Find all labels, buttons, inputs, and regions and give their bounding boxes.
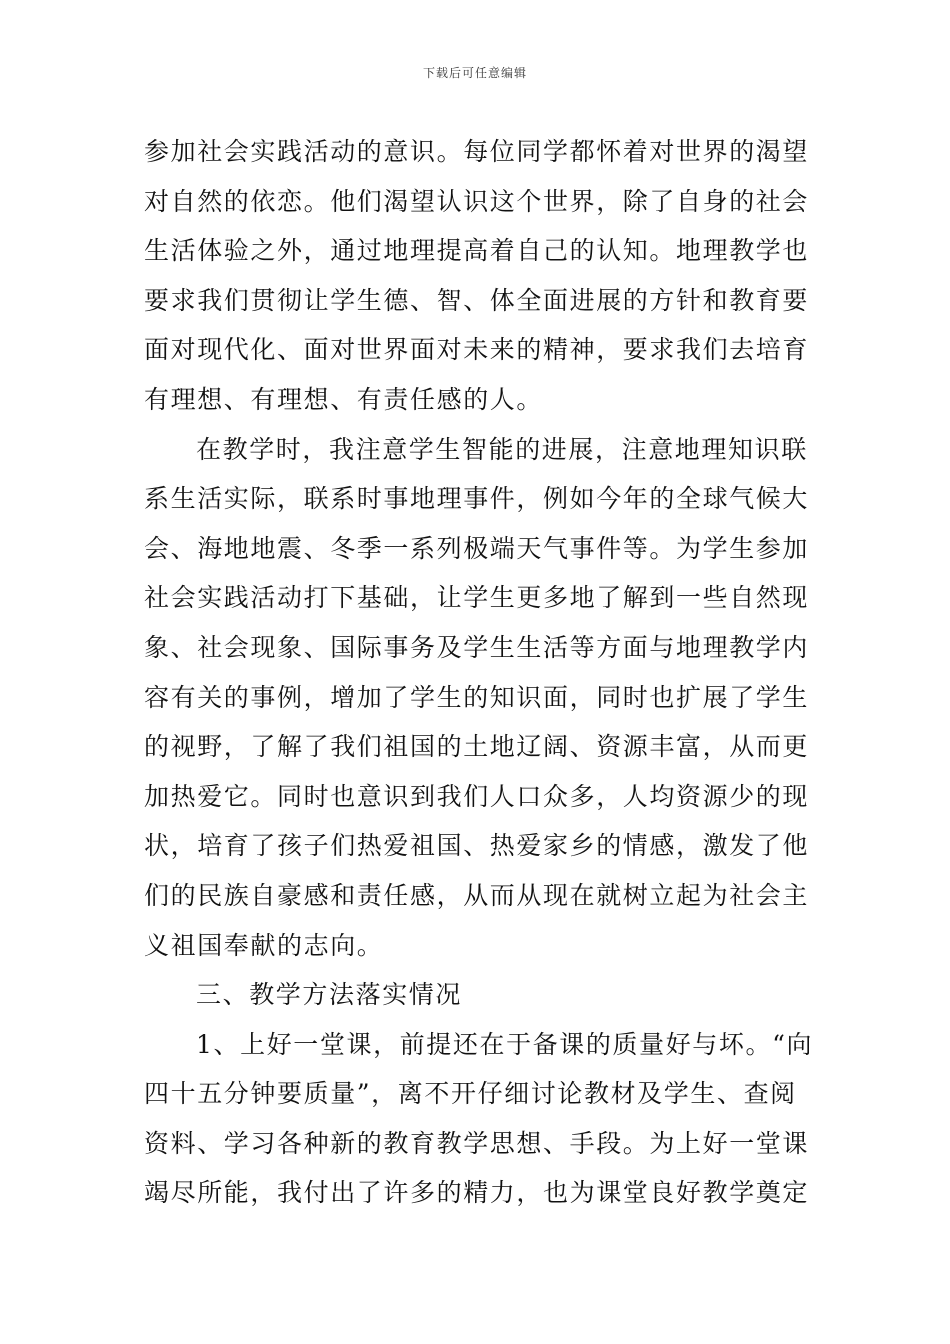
text-line: 四十五分钟要质量”，离不开仔细讨论教材及学生、查阅 bbox=[144, 1079, 797, 1109]
text-line: 系生活实际，联系时事地理事件，例如今年的全球气候大 bbox=[144, 484, 810, 514]
section-heading: 三、教学方法落实情况 bbox=[196, 980, 463, 1010]
text-line: 面对现代化、面对世界面对未来的精神，要求我们去培育 bbox=[144, 335, 810, 365]
text-line: 参加社会实践活动的意识。每位同学都怀着对世界的渴望 bbox=[144, 137, 810, 166]
paragraph-start-line: 在教学时，我注意学生智能的进展，注意地理知识联 bbox=[196, 434, 808, 464]
text-line: 加热爱它。同时也意识到我们人口众多，人均资源少的现 bbox=[144, 781, 810, 811]
text-line: 象、社会现象、国际事务及学生生活等方面与地理教学内 bbox=[144, 632, 810, 662]
document-body bbox=[144, 127, 814, 1218]
text-line: 容有关的事例，增加了学生的知识面，同时也扩展了学生 bbox=[144, 682, 810, 712]
text-line: 的视野，了解了我们祖国的土地辽阔、资源丰富，从而更 bbox=[144, 732, 810, 762]
text-line: 社会实践活动打下基础，让学生更多地了解到一些自然现 bbox=[144, 583, 810, 613]
page-header: 下载后可任意编辑 bbox=[422, 66, 527, 80]
text-line: 要求我们贯彻让学生德、智、体全面进展的方针和教育要 bbox=[144, 285, 810, 315]
text-line: 会、海地地震、冬季一系列极端天气事件等。为学生参加 bbox=[144, 533, 810, 563]
text-line: 竭尽所能，我付出了许多的精力，也为课堂良好教学奠定 bbox=[144, 1178, 810, 1208]
text-line: 对自然的依恋。他们渴望认识这个世界，除了自身的社会 bbox=[144, 186, 810, 216]
text-line: 有理想、有理想、有责任感的人。 bbox=[144, 384, 544, 414]
text-line: 们的民族自豪感和责任感，从而从现在就树立起为社会主 bbox=[144, 880, 810, 910]
text-line: 生活体验之外，通过地理提高着自己的认知。地理教学也 bbox=[144, 236, 810, 266]
text-line: 资料、学习各种新的教育教学思想、手段。为上好一堂课 bbox=[144, 1128, 810, 1158]
text-line: 义祖国奉献的志向。 bbox=[144, 930, 384, 960]
paragraph-start-line: 1、上好一堂课，前提还在于备课的质量好与坏。“向 bbox=[196, 1029, 814, 1059]
text-line: 状，培育了孩子们热爱祖国、热爱家乡的情感，激发了他 bbox=[144, 831, 810, 861]
